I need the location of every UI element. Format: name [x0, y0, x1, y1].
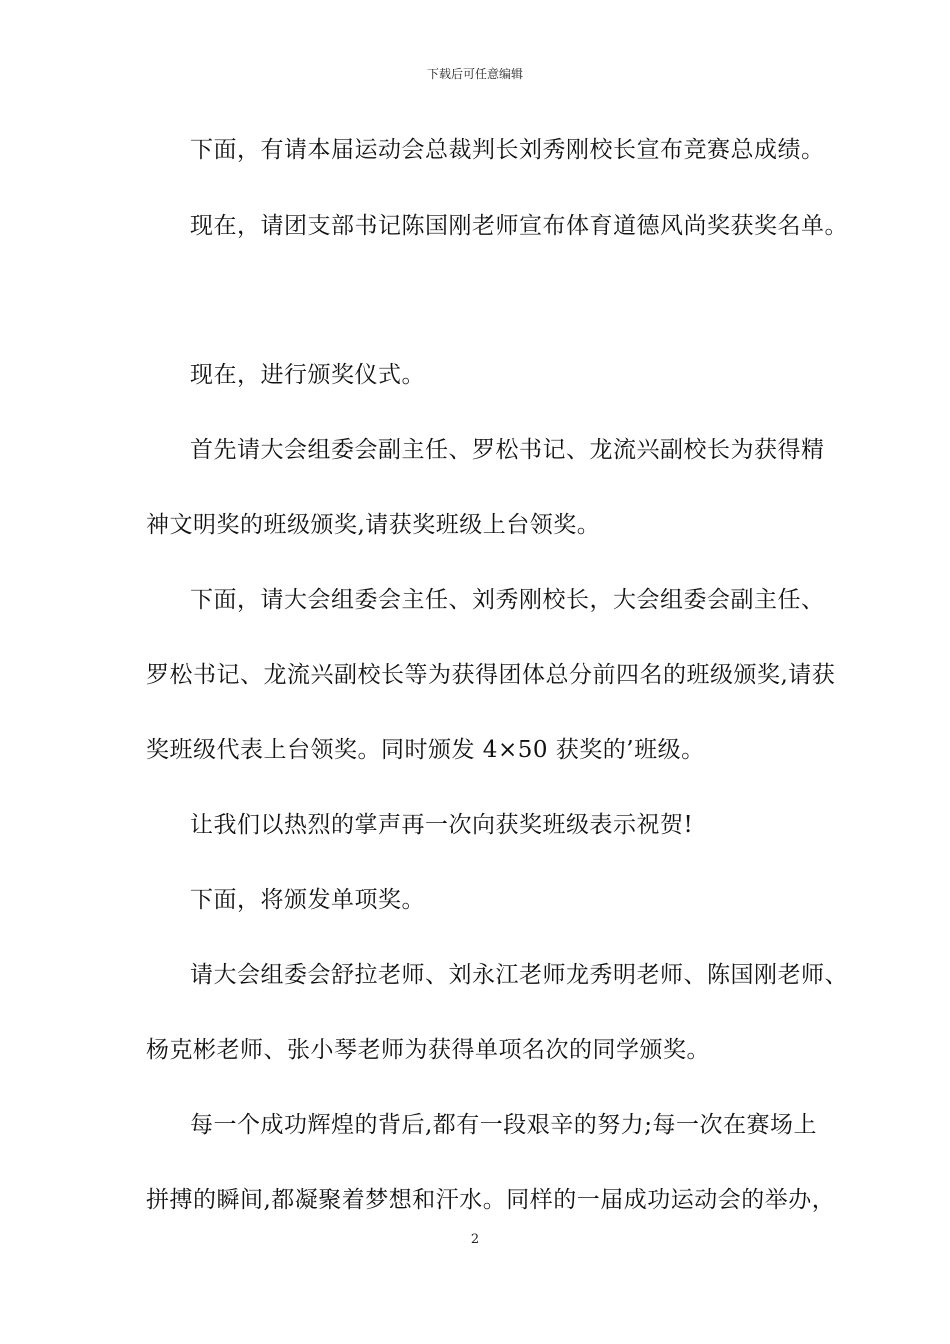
page-number: 2	[470, 1232, 480, 1247]
page-header: 下载后可任意编辑	[426, 67, 523, 81]
paragraph-line: 奖班级代表上台领奖。同时颁发 4×50 获奖的’班级。	[146, 737, 705, 763]
paragraph-line: 请大会组委会舒拉老师、刘永江老师龙秀明老师、陈国刚老师、	[190, 962, 848, 988]
paragraph-line: 拼搏的瞬间,都凝聚着梦想和汗水。同样的一届成功运动会的举办，	[146, 1187, 836, 1213]
paragraph-line: 神文明奖的班级颁奖,请获奖班级上台领奖。	[146, 512, 601, 538]
paragraph-line: 杨克彬老师、张小琴老师为获得单项名次的同学颁奖。	[146, 1037, 710, 1063]
paragraph-line: 每一个成功辉煌的背后,都有一段艰辛的努力;每一次在赛场上	[190, 1112, 818, 1138]
paragraph-line: 首先请大会组委会副主任、罗松书记、龙流兴副校长为获得精	[190, 437, 825, 463]
paragraph-line: 下面，请大会组委会主任、刘秀刚校长，大会组委会副主任、	[190, 587, 825, 613]
paragraph-line: 让我们以热烈的掌声再一次向获奖班级表示祝贺!	[190, 812, 694, 838]
paragraph-line: 罗松书记、龙流兴副校长等为获得团体总分前四名的班级颁奖,请获	[146, 662, 836, 688]
paragraph-line: 下面，将颁发单项奖。	[190, 887, 425, 913]
paragraph-line: 现在，进行颁奖仪式。	[190, 362, 425, 388]
paragraph-line: 现在，请团支部书记陈国刚老师宣布体育道德风尚奖获奖名单。	[190, 213, 848, 239]
paragraph-line: 下面，有请本届运动会总裁判长刘秀刚校长宣布竞赛总成绩。	[190, 137, 825, 163]
